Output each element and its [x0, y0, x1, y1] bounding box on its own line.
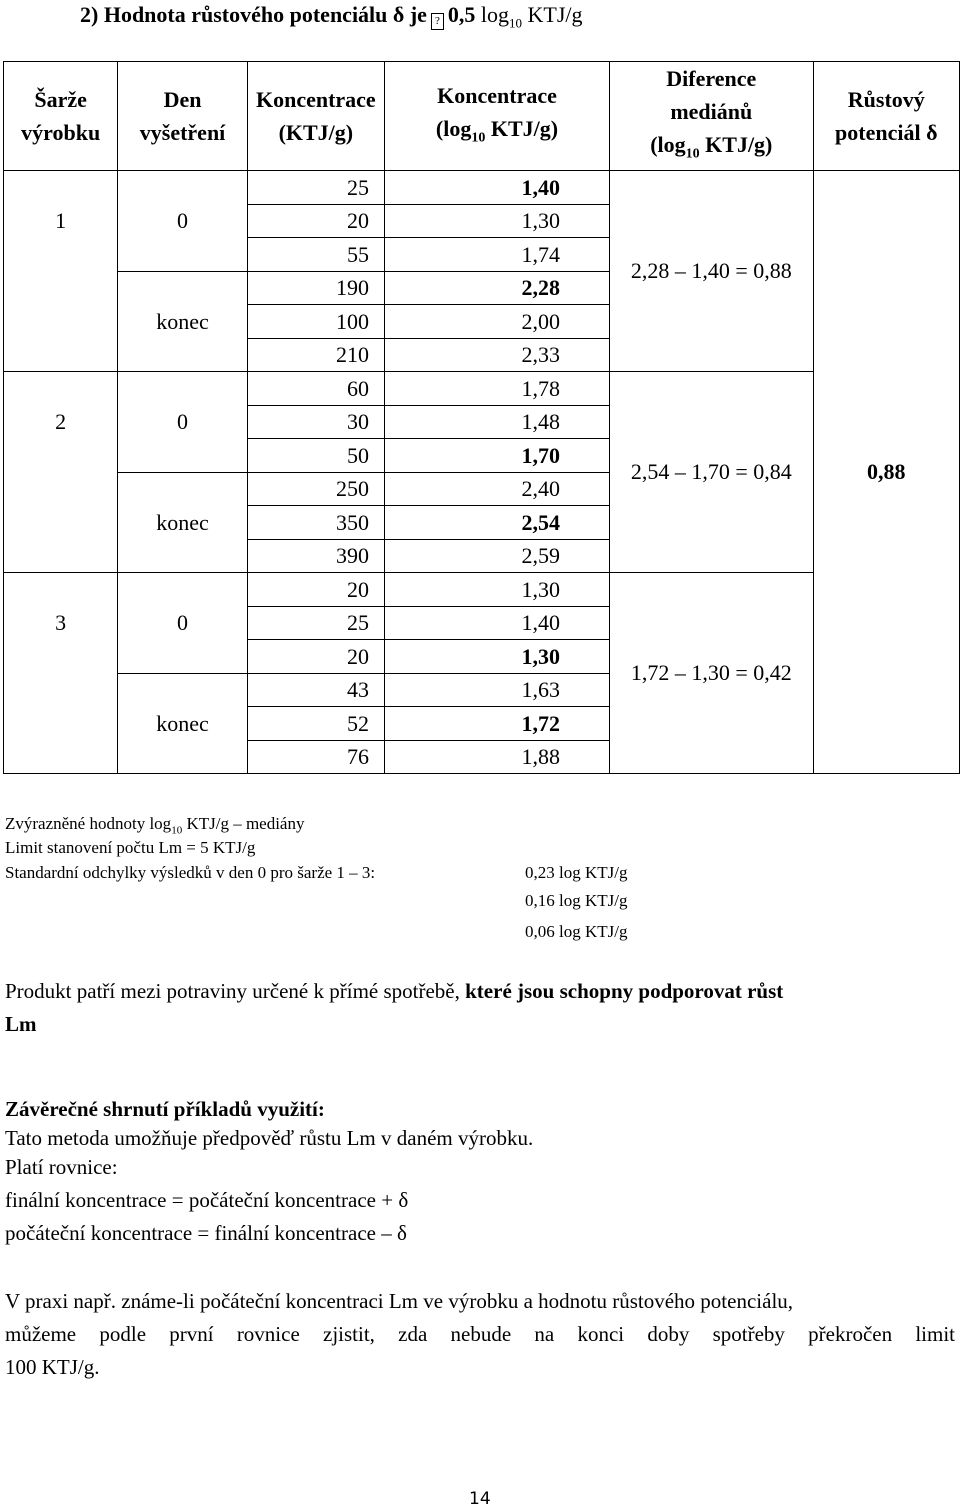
cell-den: 0 [118, 204, 247, 238]
summary-line: Platí rovnice: [5, 1155, 118, 1179]
cell-log: 2,40 [384, 472, 609, 506]
cell-den: konec [118, 506, 247, 540]
cell-koncentrace: 50 [247, 439, 384, 473]
std-dev-value: 0,16 log KTJ/g [525, 891, 628, 910]
cell-den [118, 238, 247, 272]
cell-koncentrace: 76 [247, 740, 384, 774]
cell-log: 1,30 [384, 573, 609, 607]
cell-sarze [4, 439, 118, 473]
note-std-dev-label: Standardní odchylky výsledků v den 0 pro šarže 1 – 3: [5, 863, 376, 882]
table-body [4, 171, 960, 774]
cell-den [118, 171, 247, 205]
cell-log: 2,00 [384, 305, 609, 339]
header-sarze: Šarže výrobku [4, 62, 118, 171]
missing-glyph-icon: ? [431, 13, 444, 30]
cell-den [118, 740, 247, 774]
cell-log: 1,40 [384, 606, 609, 640]
cell-koncentrace: 60 [247, 372, 384, 406]
note-medians: Zvýrazněné hodnoty $\log_{10} KTJ/g$ – mediány [5, 814, 305, 837]
cell-log: 1,63 [384, 673, 609, 707]
cell-log: 1,48 [384, 405, 609, 439]
cell-koncentrace: 390 [247, 539, 384, 573]
cell-diference: 1,72 – 1,30 = 0,42 [610, 573, 814, 774]
cell-sarze [4, 305, 118, 339]
header-koncentrace-log: Koncentrace ($\log_{10}$ KTJ/g) [384, 62, 609, 171]
std-dev-value: 0,23 log KTJ/g [525, 863, 628, 882]
cell-koncentrace: 30 [247, 405, 384, 439]
header-koncentrace: Koncentrace (KTJ/g) [247, 62, 384, 171]
cell-den [118, 338, 247, 372]
cell-sarze [4, 707, 118, 741]
header-den: Den vyšetření [118, 62, 247, 171]
cell-sarze [4, 338, 118, 372]
growth-potential-table [3, 61, 960, 774]
cell-den [118, 539, 247, 573]
cell-sarze: 2 [4, 405, 118, 439]
cell-rustovy-potencial: 0,88 [813, 171, 959, 774]
cell-koncentrace: 25 [247, 606, 384, 640]
header-rustovy-potencial: Růstový potenciál δ [813, 62, 959, 171]
practice-line: 100 KTJ/g. [5, 1355, 100, 1379]
cell-log-median: 1,70 [384, 439, 609, 473]
cell-sarze [4, 171, 118, 205]
cell-sarze [4, 673, 118, 707]
cell-log: 2,59 [384, 539, 609, 573]
cell-den: konec [118, 305, 247, 339]
cell-den: konec [118, 707, 247, 741]
cell-koncentrace: 100 [247, 305, 384, 339]
cell-sarze [4, 238, 118, 272]
cell-koncentrace: 350 [247, 506, 384, 540]
cell-koncentrace: 20 [247, 573, 384, 607]
cell-log: 1,74 [384, 238, 609, 272]
cell-log-median: 2,54 [384, 506, 609, 540]
header-diference: Diference mediánů ($\log_{10}$ KTJ/g) [610, 62, 814, 171]
cell-diference: 2,28 – 1,40 = 0,88 [610, 171, 814, 372]
cell-den: 0 [118, 405, 247, 439]
cell-log: 2,33 [384, 338, 609, 372]
cell-sarze [4, 372, 118, 406]
cell-log: 1,78 [384, 372, 609, 406]
page-number: 14 [469, 1489, 491, 1509]
cell-koncentrace: 55 [247, 238, 384, 272]
std-dev-value: 0,06 log KTJ/g [525, 922, 628, 941]
cell-den: 0 [118, 606, 247, 640]
cell-diference: 2,54 – 1,70 = 0,84 [610, 372, 814, 573]
cell-log-median: 1,72 [384, 707, 609, 741]
cell-den [118, 271, 247, 305]
cell-sarze [4, 506, 118, 540]
product-statement-cont: Lm [5, 1012, 37, 1036]
cell-koncentrace: 52 [247, 707, 384, 741]
cell-sarze [4, 539, 118, 573]
cell-log: 1,30 [384, 204, 609, 238]
cell-log-median: 2,28 [384, 271, 609, 305]
cell-den [118, 640, 247, 674]
cell-log-median: 1,40 [384, 171, 609, 205]
cell-den [118, 573, 247, 607]
equation-final: finální koncentrace = počáteční koncentrace + δ [5, 1188, 409, 1212]
product-statement: Produkt patří mezi potraviny určené k přímé spotřebě, které jsou schopny podporovat růst [5, 979, 784, 1003]
cell-den [118, 372, 247, 406]
cell-sarze: 3 [4, 606, 118, 640]
cell-koncentrace: 43 [247, 673, 384, 707]
cell-koncentrace: 210 [247, 338, 384, 372]
cell-sarze [4, 472, 118, 506]
cell-sarze [4, 740, 118, 774]
cell-den [118, 673, 247, 707]
section-heading: 2) Hodnota růstového potenciálu δ je ? 0,5 $\log_{10} KTJ/g$ [80, 2, 583, 31]
practice-line: můžeme podle první rovnice zjistit, zda nebude na konci doby spotřeby překročen limit [5, 1322, 955, 1346]
cell-log-median: 1,30 [384, 640, 609, 674]
cell-koncentrace: 25 [247, 171, 384, 205]
equation-initial: počáteční koncentrace = finální koncentrace – δ [5, 1221, 407, 1245]
cell-koncentrace: 20 [247, 204, 384, 238]
summary-line: Tato metoda umožňuje předpověď růstu Lm v daném výrobku. [5, 1126, 534, 1150]
cell-sarze [4, 640, 118, 674]
cell-koncentrace: 250 [247, 472, 384, 506]
practice-line: V praxi např. známe-li počáteční koncentraci Lm ve výrobku a hodnotu růstového potenciálu, [5, 1289, 794, 1313]
table-row [4, 171, 960, 205]
cell-koncentrace: 190 [247, 271, 384, 305]
summary-title: Závěrečné shrnutí příkladů využití: [5, 1097, 325, 1121]
cell-den [118, 439, 247, 473]
cell-sarze [4, 271, 118, 305]
cell-den [118, 472, 247, 506]
note-limit: Limit stanovení počtu Lm = 5 KTJ/g [5, 838, 256, 857]
cell-sarze [4, 573, 118, 607]
cell-koncentrace: 20 [247, 640, 384, 674]
cell-log: 1,88 [384, 740, 609, 774]
cell-sarze: 1 [4, 204, 118, 238]
